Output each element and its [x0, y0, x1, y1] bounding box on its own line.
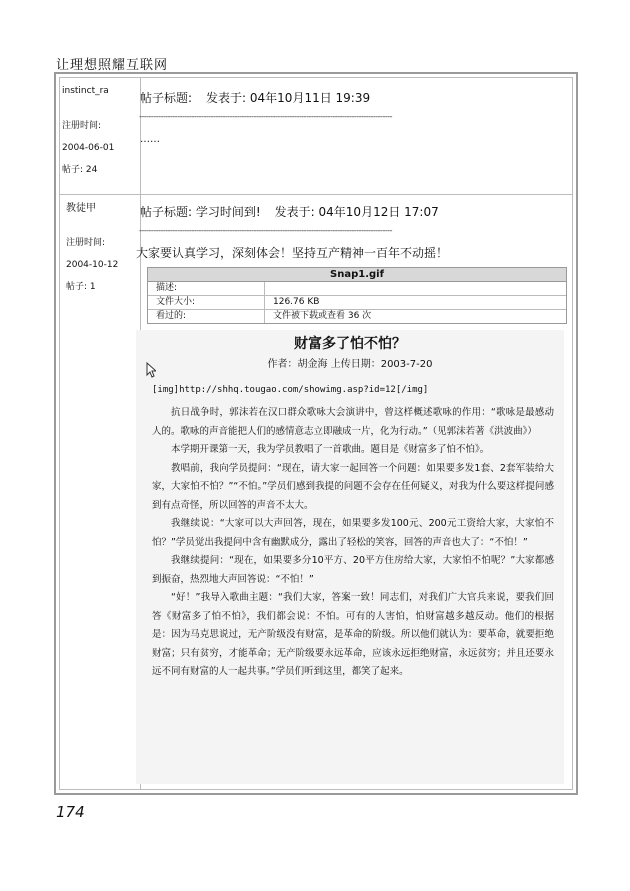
attachment-key: 描述:	[148, 282, 265, 295]
post-2-post-count: 帖子: 1	[66, 282, 96, 292]
post-1-posted: 发表于: 04年10月11日 19:39	[206, 91, 371, 105]
article-title: 财富多了怕不怕？	[294, 336, 406, 352]
attachment-row	[148, 310, 566, 323]
post-2-divider: ----------------------------------------------------------------------------------------------------------	[139, 226, 392, 235]
post-2-posted: 发表于: 04年10月12日 17:07	[274, 205, 439, 219]
post-2-author-name[interactable]: 教徒甲	[66, 203, 96, 214]
post-2-author-info	[66, 203, 118, 304]
attachment-value: 126.76 KB	[273, 297, 320, 307]
attachment-row	[148, 282, 566, 296]
attachment-key: 文件大小:	[148, 296, 265, 309]
post-1-reg-label: 注册时间:	[62, 121, 102, 131]
post-1-author-info	[62, 86, 114, 187]
mouse-cursor-icon	[146, 362, 156, 382]
article-paragraph: “好！”我导入歌曲主题：“我们大家，答案一致！同志们，对我们广大官兵来说，要我们回答《财富多了怕不怕》，我们都会说：不怕。可有的人害怕，怕财富越多越反动。他们的根据是：因为马克思说过，无产阶级没有财富，是革命的阶级。所以他们就认为：要革命，就要拒绝财富；只有贫穷，才能革命；无产阶级要永远革命，应该永远拒绝财富，永远贫穷；并且还要永远不同有财富的人一起共事。”学员们听到这里，都笑了起来。	[152, 592, 554, 677]
article-meta: 作者：胡金海 上传日期：2003-7-20	[267, 359, 433, 370]
article-paragraph: 我继续提问：“现在，如果要多分10平方、20平方住房给大家，大家怕不怕呢？”大家都感到振奋，热烈地大声回答说：“不怕！”	[152, 555, 554, 585]
attachment-key: 看过的:	[148, 310, 265, 323]
attachment-row	[148, 296, 566, 310]
post-1-body: ……	[140, 134, 160, 145]
post-1-post-count: 帖子: 24	[62, 165, 98, 175]
article-paragraph: 抗日战争时，郭沫若在汉口群众歌咏大会演讲中，曾这样概述歌咏的作用：“歌咏是最感动人的。歌咏的声音能把人们的感情意志立即融成一片，化为行动。”（见郭沫若著《洪波曲》）	[152, 407, 554, 437]
article-image	[136, 330, 564, 784]
post-1-title: 帖子标题:	[140, 91, 193, 105]
attachment-value	[265, 282, 273, 295]
attachment-filename[interactable]: Snap1.gif	[148, 268, 566, 282]
row-divider	[60, 194, 572, 195]
article-paragraph: 我继续说：“大家可以大声回答，现在，如果要多发100元、200元工资给大家，大家怕不怕？”学员觉出我提问中含有幽默成分，露出了轻松的笑容，回答的声音也大了：“不怕！”	[152, 518, 554, 548]
post-1-title-line	[140, 89, 384, 106]
post-1-divider: ----------------------------------------------------------------------------------------------------------	[139, 112, 392, 121]
post-2-title: 帖子标题: 学习时间到!	[140, 205, 261, 219]
post-1-reg-date: 2004-06-01	[62, 143, 115, 153]
article-paragraph: 教唱前，我向学员提问：“现在，请大家一起回答一个问题：如果要多发1套、2套军装给大家，大家怕不怕？”“不怕。”学员们感到我提的问题不会存在任何疑义，对我为什么要这样提问感到有点奇怪，所以回答的声音不太大。	[152, 462, 554, 511]
page-header: 让理想照耀互联网	[56, 58, 169, 73]
page-number: 174	[56, 803, 85, 821]
attachment-value: 文件被下载或查看 36 次	[273, 311, 372, 321]
article-text	[152, 404, 554, 682]
post-2-headline: 大家要认真学习，深刻体会！坚持互产精神一百年不动摇！	[136, 246, 449, 260]
attachment-box	[147, 267, 567, 324]
article-paragraph: 本学期开课第一天，我为学员教唱了一首歌曲。题目是《财富多了怕不怕》。	[171, 444, 490, 455]
post-2-reg-date: 2004-10-12	[66, 260, 119, 270]
article-img-tag: [img]http://shhq.tougao.com/showimg.asp?id=12[/img]	[152, 385, 429, 395]
post-2-title-line	[140, 203, 453, 220]
post-1-author-name[interactable]: instinct_ra	[62, 86, 109, 96]
post-2-reg-label: 注册时间:	[66, 238, 106, 248]
